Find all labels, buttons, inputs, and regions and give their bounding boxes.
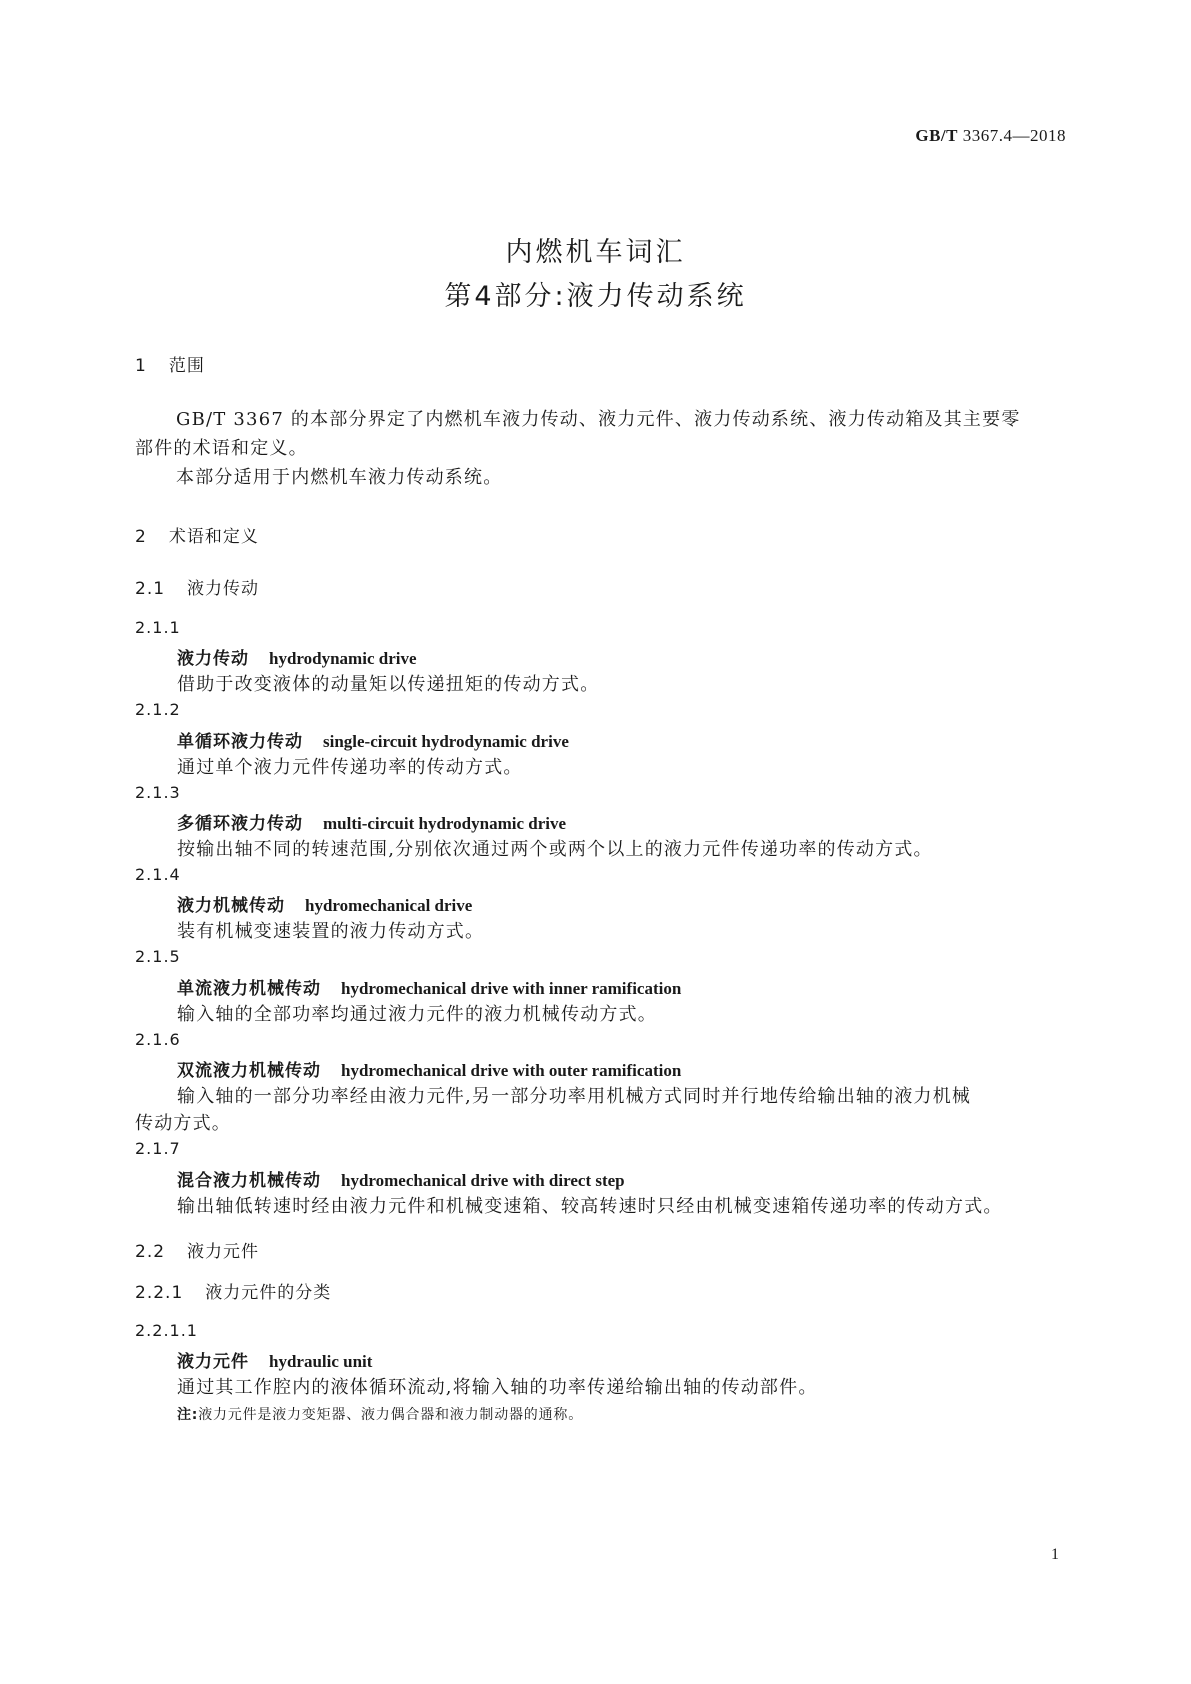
term-number: 2.1.1 (135, 618, 181, 637)
term-note: 注:液力元件是液力变矩器、液力偶合器和液力制动器的通称。 (177, 1407, 584, 1423)
doc-title: 内燃机车词汇 (505, 237, 686, 268)
term-definition-cont: 传动方式。 (135, 1113, 231, 1134)
term-definition: 通过单个液力元件传递功率的传动方式。 (177, 757, 523, 778)
term-title: 液力传动 hydrodynamic drive (177, 649, 417, 669)
term-definition: 通过其工作腔内的液体循环流动,将输入轴的功率传递给输出轴的传动部件。 (177, 1377, 818, 1398)
section-2-2-heading: 2.2 液力元件 (135, 1242, 260, 1262)
section-2-1-heading: 2.1 液力传动 (135, 579, 260, 599)
term-definition: 借助于改变液体的动量矩以传递扭矩的传动方式。 (177, 674, 600, 695)
section-1-para-1: GB/T 3367 的本部分界定了内燃机车液力传动、液力元件、液力传动系统、液力传动箱及其主要零 (176, 409, 1021, 430)
term-number: 2.1.4 (135, 865, 181, 884)
term-definition: 装有机械变速装置的液力传动方式。 (177, 921, 485, 942)
section-2-heading: 2 术语和定义 (135, 527, 259, 547)
section-1-heading: 1 范围 (135, 356, 205, 376)
term-title: 双流液力机械传动 hydromechanical drive with outer ramification (177, 1061, 682, 1081)
term-number: 2.1.7 (135, 1139, 181, 1158)
term-definition: 输入轴的一部分功率经由液力元件,另一部分功率用机械方式同时并行地传给输出轴的液力机械 (177, 1086, 972, 1107)
term-title: 单循环液力传动 single-circuit hydrodynamic drive (177, 732, 569, 752)
section-1-para-1-cont: 部件的术语和定义。 (135, 438, 308, 459)
term-definition: 按输出轴不同的转速范围,分别依次通过两个或两个以上的液力元件传递功率的传动方式。 (177, 839, 933, 860)
term-title: 液力机械传动 hydromechanical drive (177, 896, 473, 916)
doc-subtitle: 第4部分:液力传动系统 (444, 281, 747, 312)
section-1-para-2: 本部分适用于内燃机车液力传动系统。 (176, 467, 503, 488)
term-title: 单流液力机械传动 hydromechanical drive with inner ramification (177, 979, 682, 999)
term-number: 2.1.6 (135, 1030, 181, 1049)
term-title: 液力元件 hydraulic unit (177, 1352, 373, 1372)
term-title: 多循环液力传动 multi-circuit hydrodynamic drive (177, 814, 567, 834)
page-number: 1 (1051, 1546, 1059, 1563)
section-2-2-1-heading: 2.2.1 液力元件的分类 (135, 1283, 332, 1303)
term-title: 混合液力机械传动 hydromechanical drive with direct step (177, 1171, 625, 1191)
term-definition: 输出轴低转速时经由液力元件和机械变速箱、较高转速时只经由机械变速箱传递功率的传动方式。 (177, 1196, 1003, 1217)
term-definition: 输入轴的全部功率均通过液力元件的液力机械传动方式。 (177, 1004, 657, 1025)
term-number: 2.1.2 (135, 700, 181, 719)
term-number: 2.2.1.1 (135, 1321, 198, 1340)
term-number: 2.1.5 (135, 947, 181, 966)
term-number: 2.1.3 (135, 783, 181, 802)
standard-code: GB/T 3367.4—2018 (915, 126, 1066, 145)
